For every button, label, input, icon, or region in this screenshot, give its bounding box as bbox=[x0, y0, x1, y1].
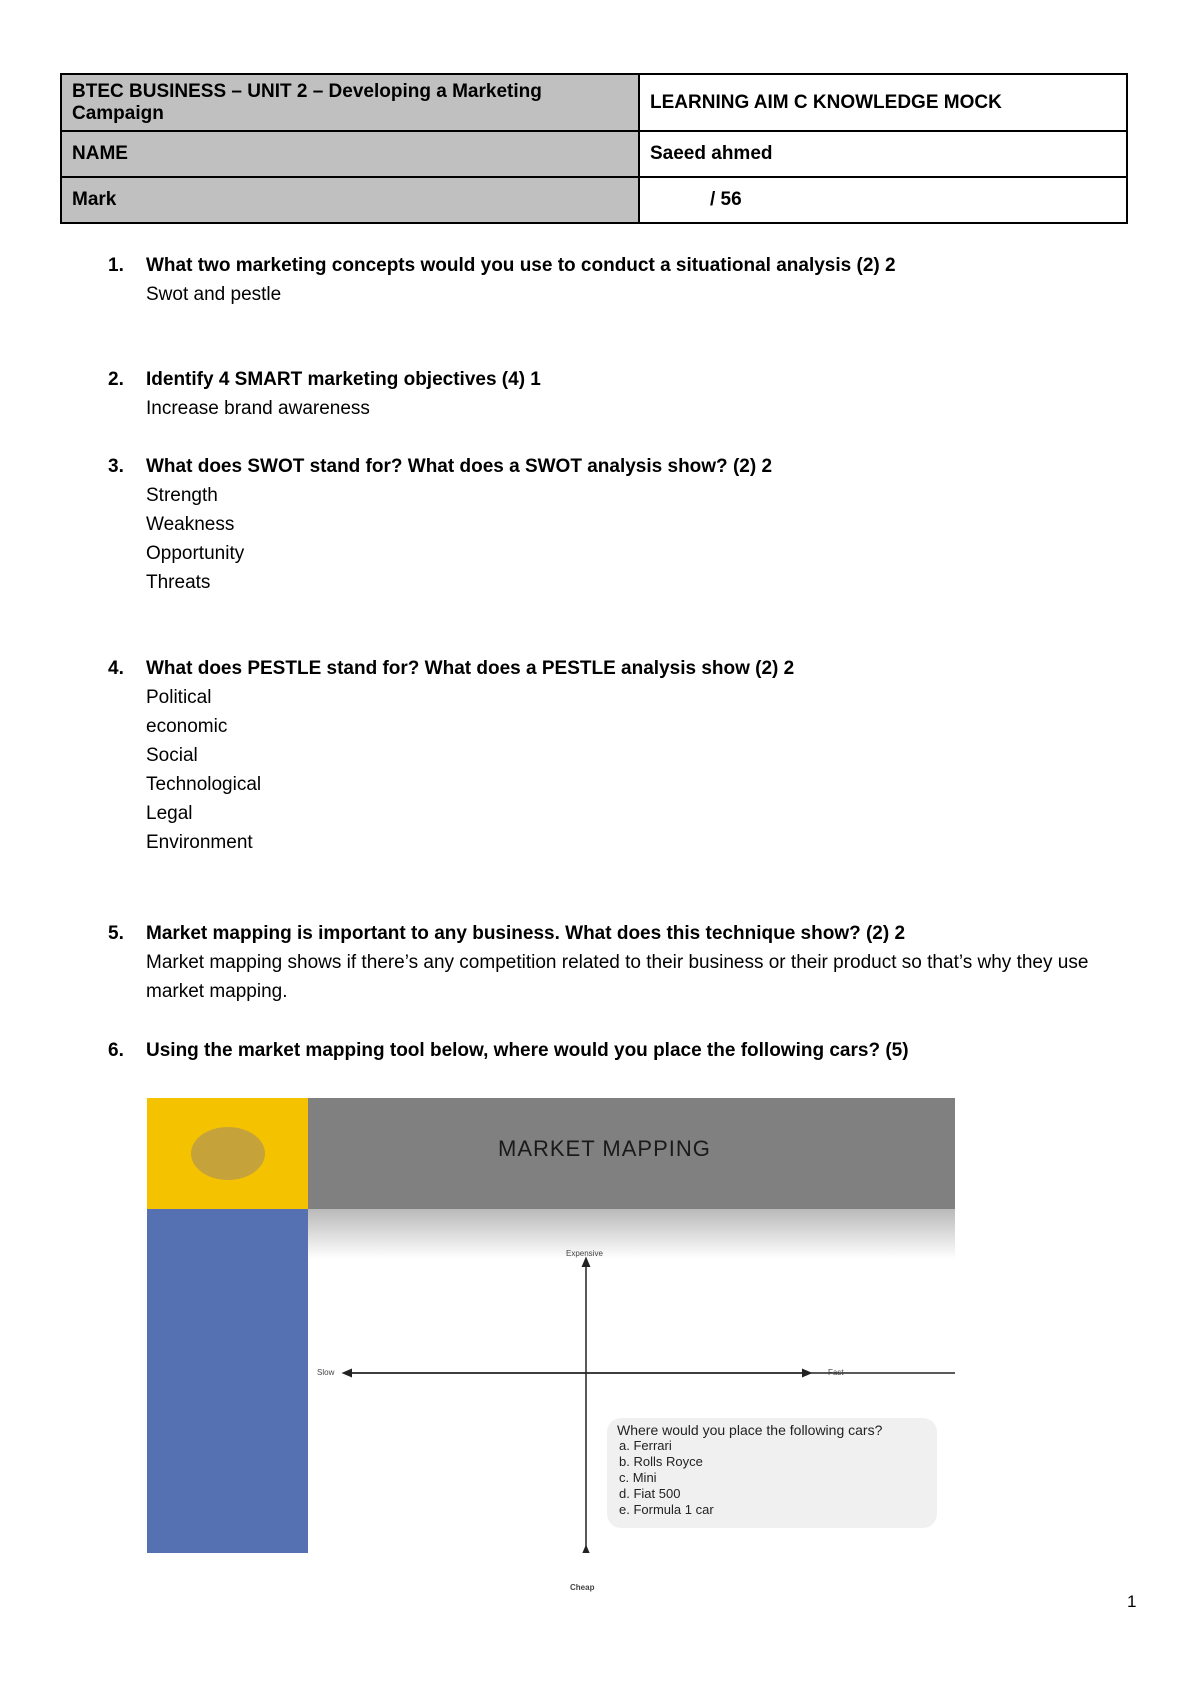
question-text: Identify 4 SMART marketing objectives (4) 1 bbox=[146, 369, 541, 390]
answer-line: Opportunity bbox=[146, 543, 245, 564]
question-text: What does SWOT stand for? What does a SWOT analysis show? (2) 2 bbox=[146, 456, 773, 477]
question-3 bbox=[108, 452, 772, 597]
question-2 bbox=[108, 365, 541, 423]
page-number: 1 bbox=[1127, 1592, 1137, 1611]
mark-label: Mark bbox=[61, 177, 639, 223]
question-text: Using the market mapping tool below, where would you place the following cars? (5) bbox=[146, 1040, 909, 1061]
name-label: NAME bbox=[61, 131, 639, 177]
question-number: 4. bbox=[108, 658, 124, 679]
car-item: d. Fiat 500 bbox=[619, 1486, 681, 1501]
answer-line: Increase brand awareness bbox=[146, 398, 370, 419]
header-table bbox=[60, 73, 1128, 224]
student-name: Saeed ahmed bbox=[639, 131, 1127, 177]
question-1 bbox=[108, 251, 896, 309]
question-text: What two marketing concepts would you use to conduct a situational analysis (2) 2 bbox=[146, 255, 896, 276]
mark-cell bbox=[639, 177, 1127, 223]
axis-label-top: Expensive bbox=[566, 1249, 603, 1258]
answer-line: Legal bbox=[146, 803, 193, 824]
question-text: Market mapping is important to any business. What does this technique show? (2) 2 bbox=[146, 923, 906, 944]
answer-line: Threats bbox=[146, 572, 211, 593]
question-5 bbox=[108, 919, 1106, 1006]
answer-line: Political bbox=[146, 687, 212, 708]
axis-label-bottom: Cheap bbox=[570, 1583, 595, 1592]
blue-panel bbox=[147, 1209, 308, 1553]
car-item: c. Mini bbox=[619, 1470, 657, 1485]
axis-label-left: Slow bbox=[317, 1368, 335, 1377]
answer-line: Environment bbox=[146, 832, 253, 853]
cars-prompt: Where would you place the following cars? bbox=[617, 1422, 883, 1438]
answer-line: Strength bbox=[146, 485, 218, 506]
question-number: 2. bbox=[108, 369, 124, 390]
answer-line: Social bbox=[146, 745, 198, 766]
answer-line: economic bbox=[146, 716, 228, 737]
axis-label-right: Fast bbox=[828, 1368, 844, 1377]
car-item: b. Rolls Royce bbox=[619, 1454, 703, 1469]
answer-line: Weakness bbox=[146, 514, 235, 535]
mark-total: / 56 bbox=[710, 189, 742, 210]
oval-shape bbox=[191, 1127, 265, 1180]
learning-aim: LEARNING AIM C KNOWLEDGE MOCK bbox=[639, 74, 1127, 131]
answer-line: Swot and pestle bbox=[146, 284, 282, 305]
question-6 bbox=[108, 1036, 909, 1065]
answer-line: Market mapping shows if there’s any competition related to their business or their product so that’s why they use market mapping. bbox=[146, 952, 1089, 1002]
answer-line: Technological bbox=[146, 774, 262, 795]
question-number: 1. bbox=[108, 255, 124, 276]
question-number: 6. bbox=[108, 1040, 124, 1061]
figure-title: MARKET MAPPING bbox=[498, 1136, 711, 1161]
cars-list-box bbox=[607, 1418, 937, 1528]
question-number: 5. bbox=[108, 923, 124, 944]
question-4 bbox=[108, 654, 794, 857]
car-item: a. Ferrari bbox=[619, 1438, 672, 1453]
car-item: e. Formula 1 car bbox=[619, 1502, 714, 1517]
course-title: BTEC BUSINESS – UNIT 2 – Developing a Marketing Campaign bbox=[61, 74, 639, 131]
question-text: What does PESTLE stand for? What does a PESTLE analysis show (2) 2 bbox=[146, 658, 795, 679]
market-map-figure bbox=[147, 1098, 955, 1592]
question-number: 3. bbox=[108, 456, 124, 477]
